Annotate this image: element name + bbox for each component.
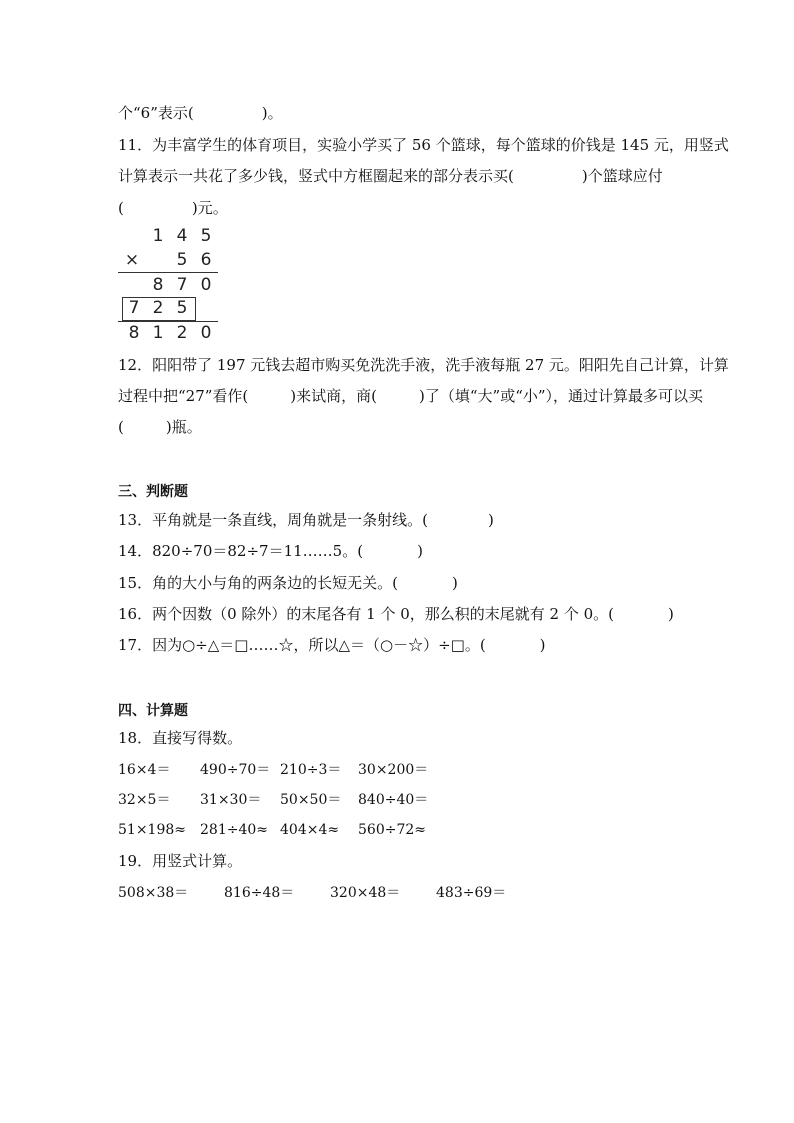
- calc-rule: [118, 321, 218, 322]
- section-title-calculation: 四、计算题: [118, 703, 188, 719]
- q11-line3b: )元。: [191, 199, 228, 217]
- math-item: 51×198≈: [118, 822, 186, 838]
- question-16: [118, 604, 674, 624]
- calc-digit: 5: [176, 298, 188, 318]
- multiply-sign: ×: [124, 250, 140, 270]
- q12-line3b: )瓶。: [165, 418, 202, 436]
- calc-digit: 8: [152, 275, 164, 295]
- section-title-judgement: 三、判断题: [118, 484, 188, 500]
- math-item: 32×5＝: [118, 792, 171, 808]
- question-13: [118, 510, 494, 530]
- math-item: 31×30＝: [200, 792, 262, 808]
- paren-close: ): [668, 605, 674, 623]
- question-14: [118, 541, 423, 561]
- q12-line1: 12．阳阳带了 197 元钱去超市购买免洗洗手液，洗手液每瓶 27 元。阳阳先自己计算，计算: [118, 356, 729, 374]
- math-item: 483÷69＝: [436, 885, 507, 901]
- question-15: [118, 573, 458, 593]
- q11-line3: [118, 198, 228, 218]
- q12-line2b: )来试商，商(: [290, 387, 377, 405]
- vertical-calc-row: [118, 883, 678, 903]
- paren-close: ): [487, 511, 494, 529]
- q12-line2a: 过程中把“27”看作(: [118, 387, 249, 405]
- question-text: 17．因为○÷△＝□……☆，所以△＝（○－☆）÷□。(: [118, 636, 486, 654]
- calc-digit: 6: [200, 250, 212, 270]
- question-17: [118, 635, 546, 655]
- calc-digit: 7: [176, 275, 188, 295]
- question-19: 19．用竖式计算。: [118, 852, 243, 870]
- calc-rule: [118, 272, 218, 273]
- calc-digit: 0: [200, 275, 212, 295]
- q11-line2: [118, 166, 663, 186]
- question-text: 16．两个因数（0 除外）的末尾各有 1 个 0，那么积的末尾就有 2 个 0。(: [118, 605, 615, 623]
- q10-tail: [118, 103, 283, 123]
- math-item: 490÷70＝: [200, 762, 271, 778]
- math-item: 508×38＝: [118, 885, 189, 901]
- q11-line1: 11．为丰富学生的体育项目，实验小学买了 56 个篮球，每个篮球的价钱是 145 元，用竖式: [118, 136, 729, 154]
- question-text: 14．820÷70＝82÷7＝11……5。(: [118, 542, 364, 560]
- math-item: 16×4＝: [118, 762, 171, 778]
- q11-line3a: (: [118, 199, 124, 217]
- calc-digit: 2: [176, 323, 188, 343]
- paren-close: ): [451, 574, 458, 592]
- math-item: 281÷40≈: [200, 822, 268, 838]
- mental-math-row: [118, 790, 678, 810]
- math-item: 840÷40＝: [358, 792, 429, 808]
- math-item: 560÷72≈: [358, 822, 426, 838]
- q11-line2a: 计算表示一共花了多少钱，竖式中方框圈起来的部分表示买(: [118, 167, 514, 185]
- calc-digit: 5: [200, 226, 212, 246]
- calc-digit: 8: [128, 323, 140, 343]
- calc-digit: 5: [176, 250, 188, 270]
- question-text: 15．角的大小与角的两条边的长短无关。(: [118, 574, 398, 592]
- math-item: 320×48＝: [330, 885, 401, 901]
- q12-line2c: )了（填“大”或“小”），通过计算最多可以买: [419, 387, 704, 405]
- mental-math-row: [118, 820, 678, 840]
- q11-line2b: )个篮球应付: [581, 167, 663, 185]
- calc-digit: 2: [152, 298, 164, 318]
- calc-digit: 1: [152, 226, 164, 246]
- q12-line2: [118, 386, 703, 406]
- math-item: 50×50＝: [280, 792, 342, 808]
- calc-digit: 4: [176, 226, 188, 246]
- mental-math-row: [118, 760, 678, 780]
- calc-digit: 1: [152, 323, 164, 343]
- math-item: 404×4≈: [280, 822, 340, 838]
- paren-close: ): [539, 636, 546, 654]
- calc-digit: 7: [128, 298, 140, 318]
- q12-line3: [118, 417, 202, 437]
- question-text: 13．平角就是一条直线，周角就是一条射线。(: [118, 511, 428, 529]
- math-item: 210÷3＝: [280, 762, 342, 778]
- q10-tail-text: 个“6”表示(: [118, 104, 194, 122]
- math-item: 816÷48＝: [224, 885, 295, 901]
- paren-close: ): [417, 542, 423, 560]
- question-18: 18．直接写得数。: [118, 729, 243, 747]
- math-item: 30×200＝: [358, 762, 429, 778]
- q12-line3a: (: [118, 418, 124, 436]
- vertical-multiplication: [118, 226, 228, 344]
- q10-tail-end: )。: [261, 104, 283, 122]
- calc-digit: 0: [200, 323, 212, 343]
